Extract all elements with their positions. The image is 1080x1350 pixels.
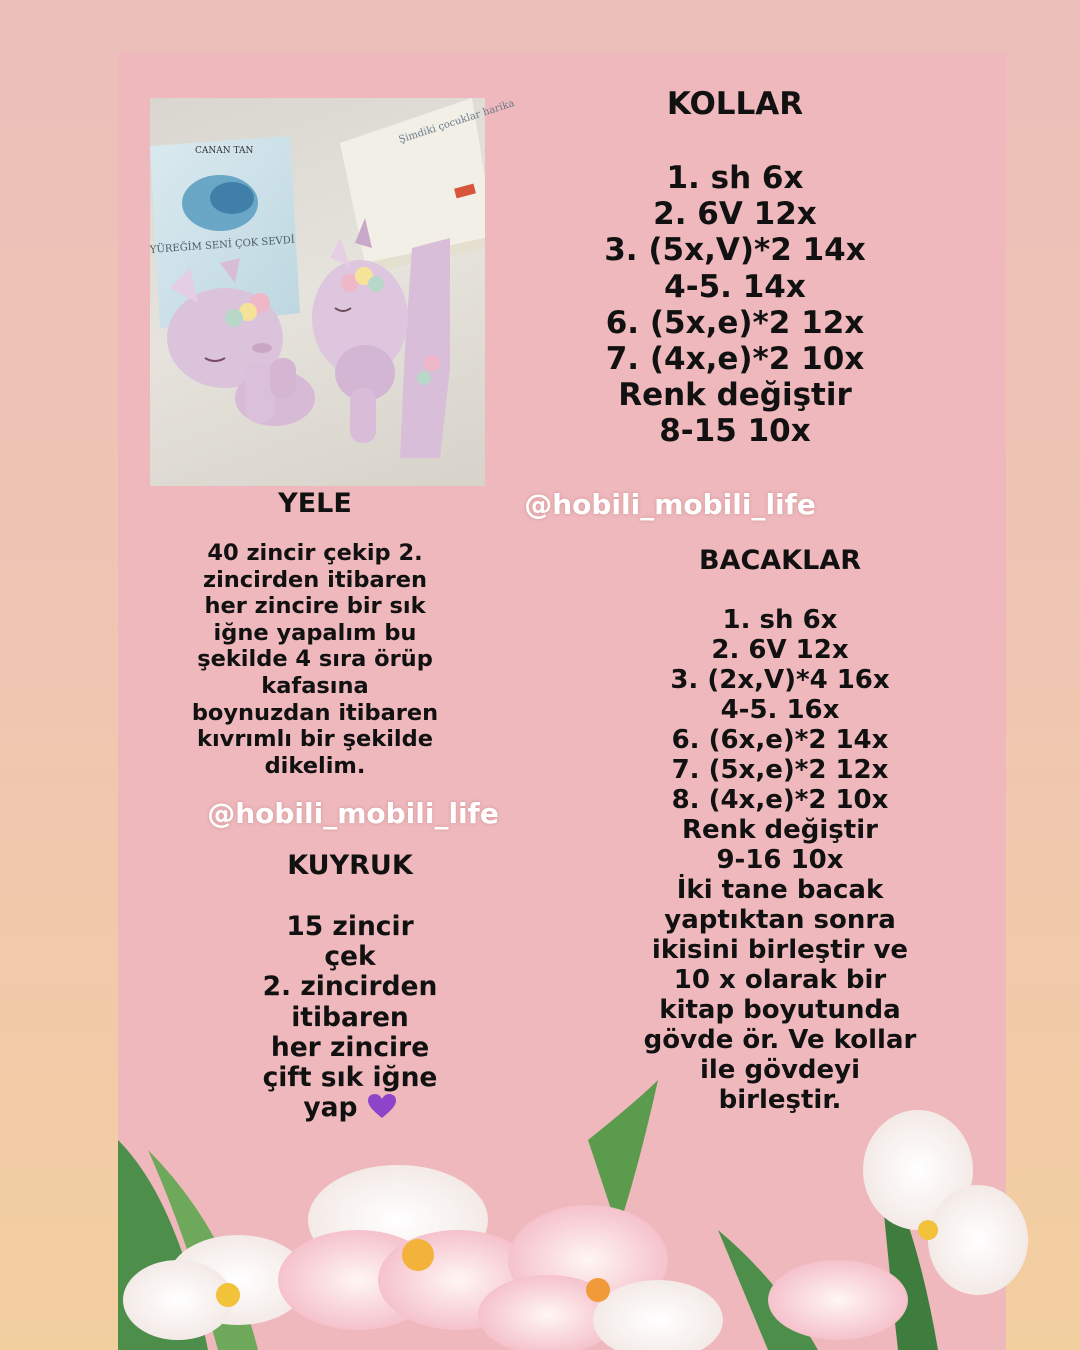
flower-decoration	[118, 1080, 1006, 1350]
unicorn-bookmark-photo	[149, 98, 516, 486]
bacaklar-line: 10 x olarak bir	[673, 965, 887, 995]
flower-pink-right	[478, 1205, 723, 1350]
kollar-line: 2. 6V 12x	[653, 196, 817, 233]
yele-line: 40 zincir çekip 2.	[207, 540, 423, 566]
kollar-line: 3. (5x,V)*2 14x	[604, 232, 866, 269]
yele-line: zincirden itibaren	[202, 566, 428, 593]
book-left-author: CANAN TAN	[195, 146, 254, 156]
kollar-line: 6. (5x,e)*2 12x	[605, 304, 865, 341]
bacaklar-line: İki tane bacak	[676, 875, 884, 905]
kuyruk-line: yap	[303, 1092, 358, 1124]
kollar-line: 8-15 10x	[659, 413, 811, 450]
kollar-line: 1. sh 6x	[666, 160, 804, 196]
bacaklar-line: yaptıktan sonra	[664, 905, 896, 935]
kuyruk-line: itibaren	[291, 1001, 409, 1033]
bacaklar-line: 4-5. 16x	[720, 695, 840, 725]
instagram-handle: @hobili_mobili_life	[524, 488, 816, 521]
kuyruk-line: çek	[324, 941, 376, 973]
kuyruk-line: çift sık iğne	[262, 1062, 438, 1094]
instagram-handle-2: @hobili_mobili_life	[207, 797, 499, 830]
bacaklar-line: 9-16 10x	[716, 845, 844, 875]
book-right-title: Şimdiki çocuklar harika	[397, 98, 516, 146]
bacaklar-line: ile gövdeyi	[699, 1055, 861, 1085]
kuyruk-line: her zincire	[270, 1031, 430, 1063]
yele-line: her zincire bir sık	[204, 593, 426, 620]
yele-line: kafasına	[261, 672, 369, 699]
bacaklar-line: 8. (4x,e)*2 10x	[671, 785, 889, 815]
bacaklar-line: gövde ör. Ve kollar	[643, 1025, 917, 1055]
kollar-title: KOLLAR	[666, 86, 804, 122]
bacaklar-line: 3. (2x,V)*4 16x	[670, 665, 890, 695]
kollar-line: 7. (4x,e)*2 10x	[605, 341, 865, 378]
bacaklar-line: Renk değiştir	[682, 815, 878, 845]
bacaklar-line: 7. (5x,e)*2 12x	[671, 755, 889, 785]
kuyruk-title: KUYRUK	[287, 850, 413, 881]
bacaklar-line: 2. 6V 12x	[711, 635, 849, 665]
yele-line: boynuzdan itibaren	[191, 699, 439, 726]
kollar-line: 4-5. 14x	[664, 268, 806, 305]
book-left-title: YÜREĞİM SENİ ÇOK SEVDİ	[149, 234, 296, 256]
kollar-instructions	[545, 160, 925, 450]
bacaklar-line: 1. sh 6x	[722, 605, 838, 635]
bacaklar-title: BACAKLAR	[699, 545, 861, 576]
photo-illustration	[149, 98, 516, 486]
bacaklar-line: birleştir.	[718, 1085, 842, 1115]
kuyruk-line: 2. zincirden	[262, 971, 438, 1003]
bacaklar-instructions	[630, 605, 930, 1115]
kollar-line: Renk değiştir	[618, 377, 852, 414]
bacaklar-line: 6. (6x,e)*2 14x	[671, 725, 889, 755]
bacaklar-line: ikisini birleştir ve	[651, 935, 909, 965]
yele-title: YELE	[278, 488, 352, 519]
flower-white-right	[768, 1110, 1028, 1340]
yele-line: kıvrımlı bir şekilde	[196, 726, 433, 753]
yele-line: şekilde 4 sıra örüp	[197, 646, 433, 673]
kuyruk-line: 15 zincir	[286, 911, 414, 942]
yele-line: dikelim.	[264, 752, 366, 779]
yele-instructions	[165, 540, 465, 779]
yele-line: iğne yapalım bu	[213, 619, 417, 646]
bacaklar-line: kitap boyutunda	[659, 995, 901, 1025]
